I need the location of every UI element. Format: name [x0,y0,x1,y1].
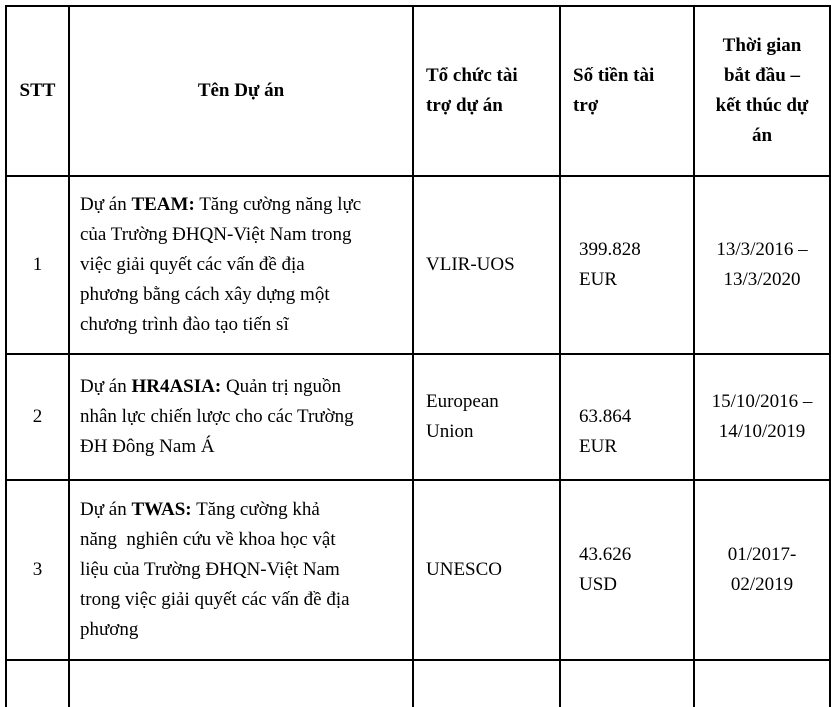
cell-project-name: Dự án TWAS: Tăng cường khả năng nghiên cứu về khoa học vật liệu của Trường ĐHQN-Việt Nam trong việc giải quyết các vấn đề địa phương [69,480,413,660]
table-row [6,354,830,480]
cell-empty [694,660,830,707]
cell-empty [560,660,694,707]
cell-stt: 2 [6,354,69,480]
cell-amount: 399.828 EUR [560,176,694,354]
cell-sponsor: VLIR-UOS [413,176,560,354]
table-row-partial [6,660,830,707]
cell-sponsor: UNESCO [413,480,560,660]
cell-amount: 43.626 USD [560,480,694,660]
header-amount: Số tiền tài trợ [560,6,694,176]
table-header-row [6,6,830,176]
cell-period: 13/3/2016 – 13/3/2020 [694,176,830,354]
cell-stt: 3 [6,480,69,660]
header-sponsor: Tổ chức tài trợ dự án [413,6,560,176]
header-stt: STT [6,6,69,176]
table-row [6,480,830,660]
cell-empty [69,660,413,707]
cell-project-name: Dự án HR4ASIA: Quản trị nguồn nhân lực chiến lược cho các Trường ĐH Đông Nam Á [69,354,413,480]
cell-amount: 63.864 EUR [560,354,694,480]
header-period: Thời gian bắt đầu – kết thúc dự án [694,6,830,176]
table-row [6,176,830,354]
header-project-name: Tên Dự án [69,6,413,176]
cell-period: 01/2017- 02/2019 [694,480,830,660]
cell-empty [413,660,560,707]
cell-stt: 1 [6,176,69,354]
cell-empty [6,660,69,707]
cell-project-name: Dự án TEAM: Tăng cường năng lực của Trường ĐHQN-Việt Nam trong việc giải quyết các vấn đề địa phương bằng cách xây dựng một chương trình đào tạo tiến sĩ [69,176,413,354]
cell-sponsor: European Union [413,354,560,480]
projects-table [5,5,831,707]
cell-period: 15/10/2016 – 14/10/2019 [694,354,830,480]
